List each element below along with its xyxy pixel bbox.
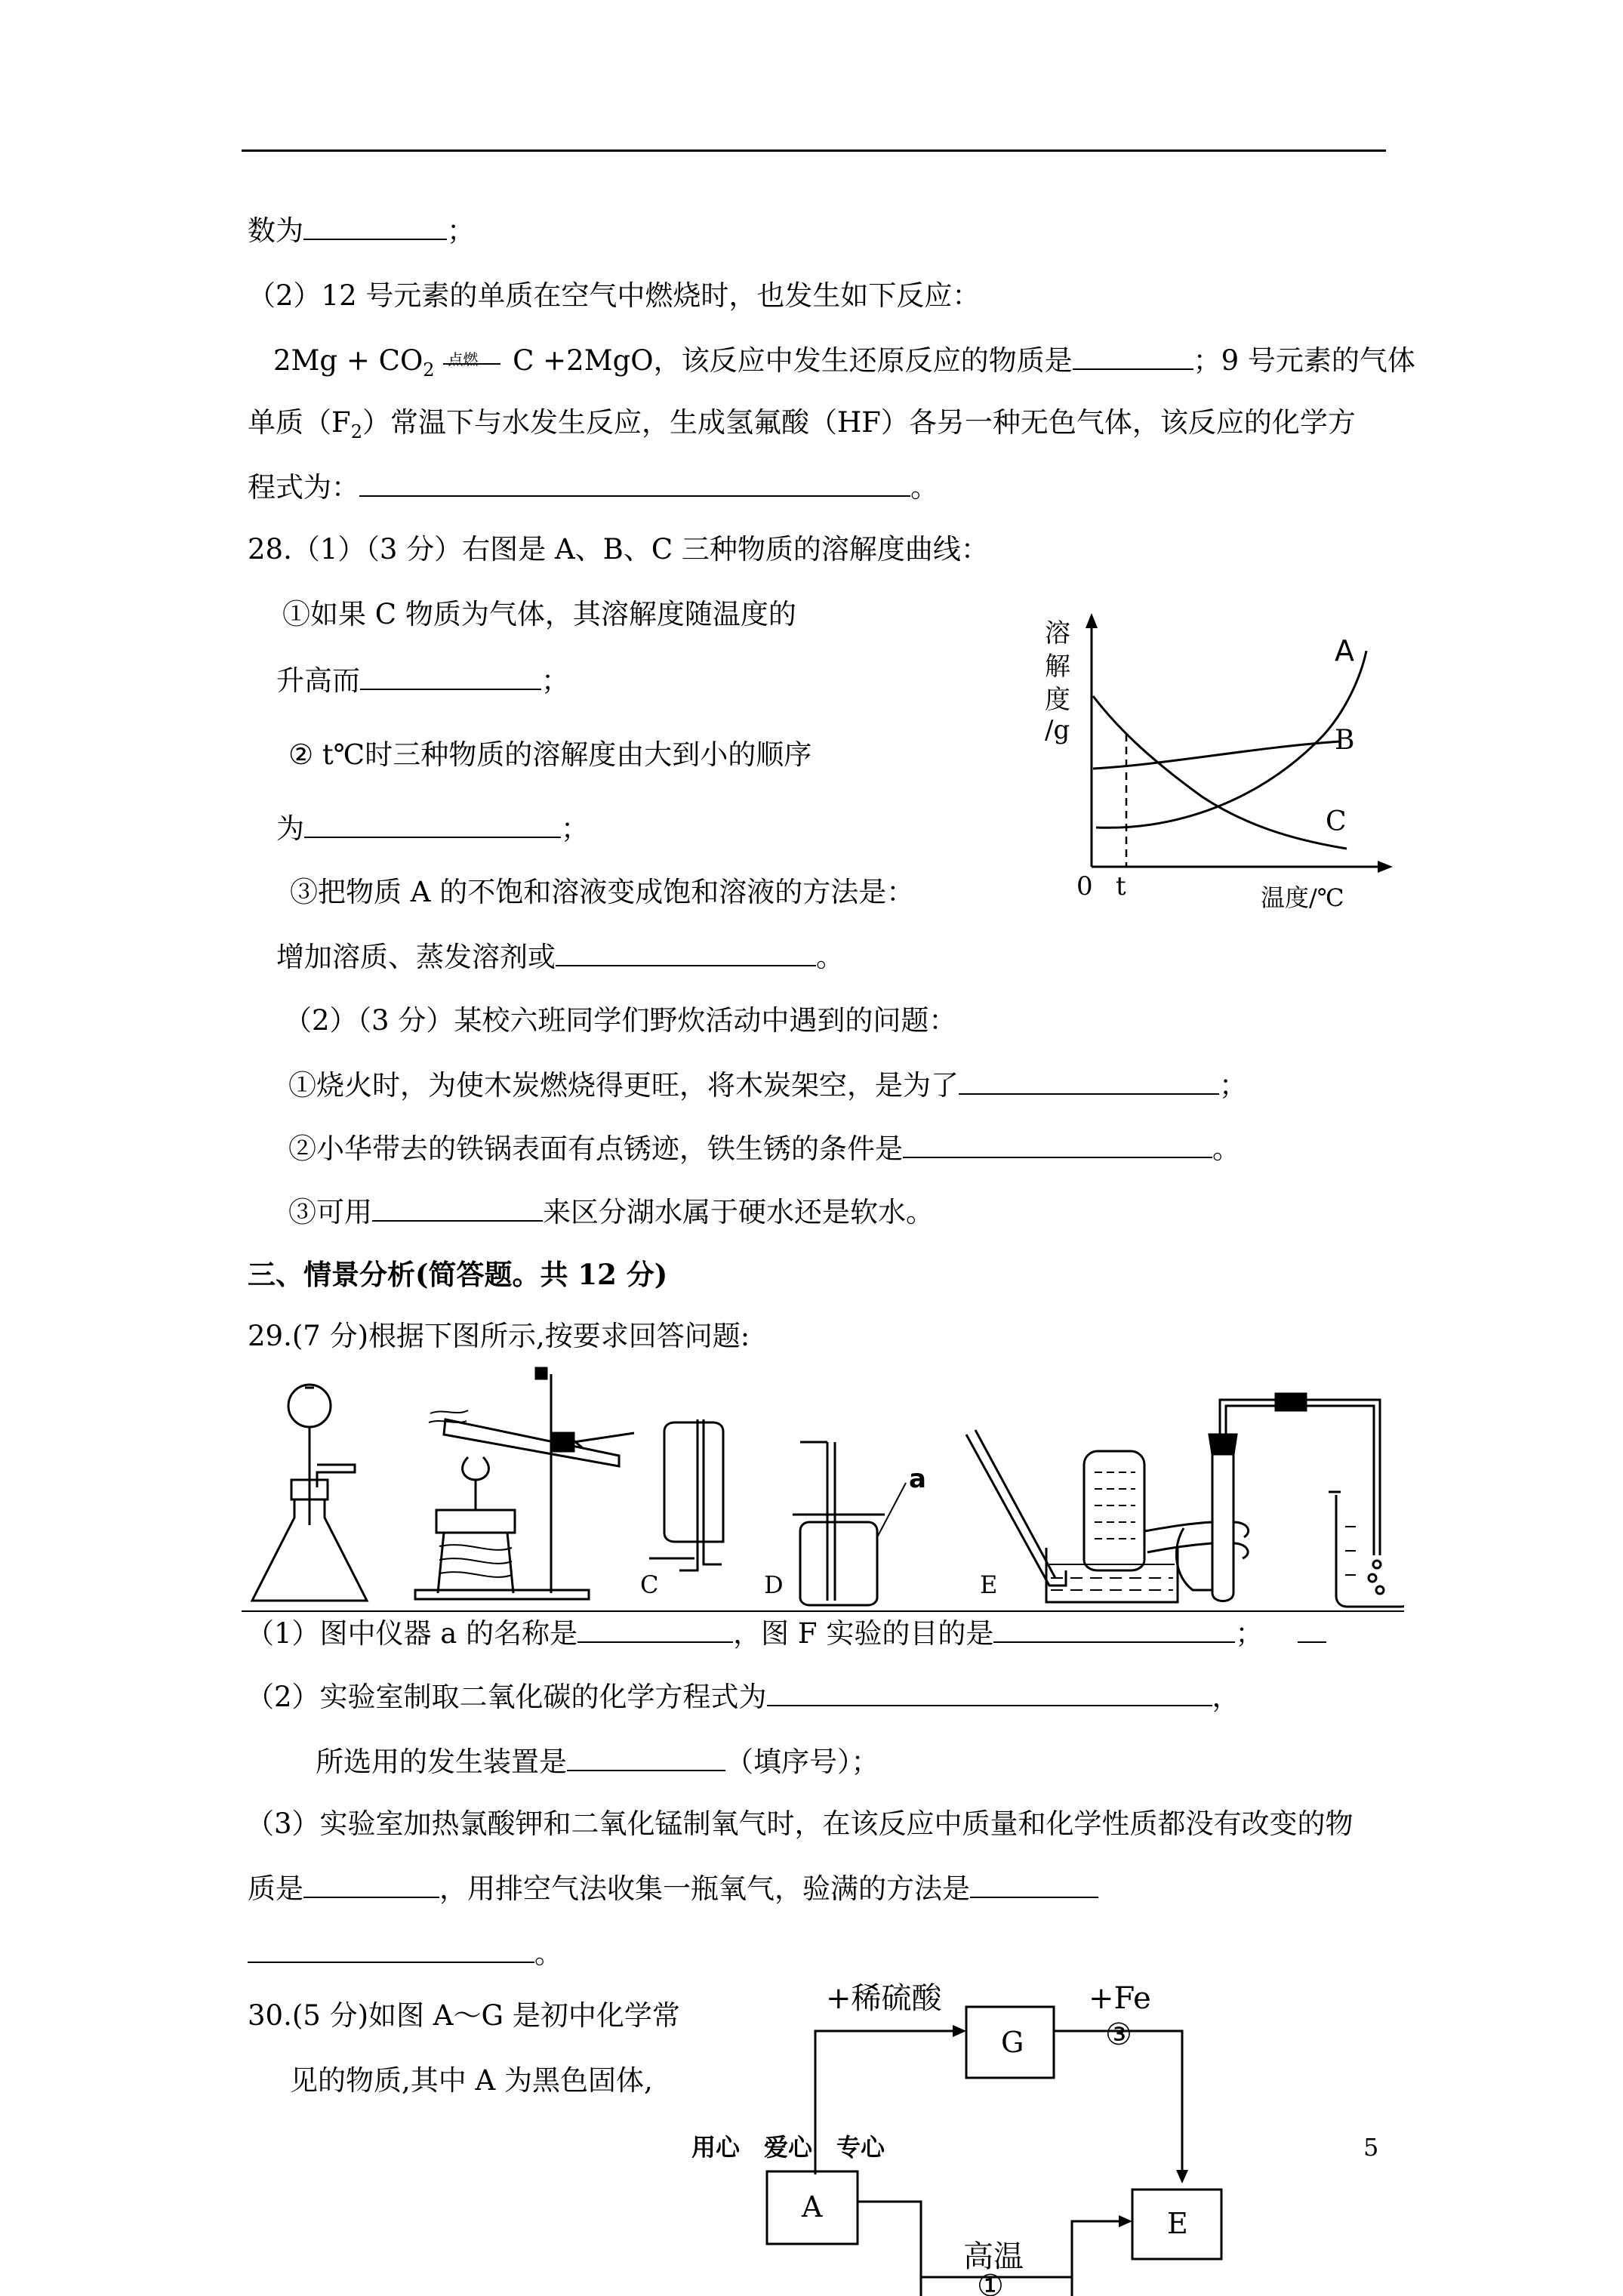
q29-part-3: （3）实验室加热氯酸钾和二氧化锰制氧气时，在该反应中质量和化学性质都没有改变的物 xyxy=(246,1808,1354,1840)
q28-title: 28.（1）（3 分）右图是 A、B、C 三种物质的溶解度曲线： xyxy=(248,533,989,566)
q28-part2-item-2: ②小华带去的铁锅表面有点锈迹，铁生锈的条件是 。 xyxy=(288,1130,1240,1167)
arrow-a-to-g-head xyxy=(953,2025,966,2037)
q28-item-1b: 升高而 ； xyxy=(276,661,569,699)
flow-label-hot: 高温 xyxy=(963,2239,1024,2274)
y-axis-arrow xyxy=(1086,613,1098,628)
arrow-g-to-e xyxy=(1054,2031,1182,2176)
curve-a-label: A xyxy=(1335,634,1354,667)
q28-item-2a: ② t℃时三种物质的溶解度由大到小的顺序 xyxy=(288,738,812,771)
apparatus-d-bottle xyxy=(793,1442,906,1605)
origin-label: 0 xyxy=(1076,871,1093,901)
box-a-label: A xyxy=(802,2190,823,2224)
q27-line-2: （2）12 号元素的单质在空气中燃烧时，也发生如下反应： xyxy=(248,279,981,312)
flow-label-1: ① xyxy=(977,2269,1004,2296)
answer-blank[interactable] xyxy=(993,1614,1235,1643)
q27-equation-line: $2Mg + CO_2$ 点燃 C +2MgO，该反应中发生还原反应的物质是 ；9 号元素的气体 xyxy=(273,341,1415,388)
answer-blank[interactable] xyxy=(959,1066,1219,1095)
curve-b-label: B xyxy=(1335,725,1355,756)
reaction-condition: 点燃 xyxy=(448,350,479,368)
q28-part2-title: （2）（3 分）某校六班同学们野炊活动中遇到的问题： xyxy=(284,1004,957,1037)
answer-blank[interactable] xyxy=(556,938,816,966)
reaction-arrow xyxy=(443,352,504,374)
answer-blank[interactable] xyxy=(577,1614,733,1643)
equation-reactants: 2Mg + CO xyxy=(273,344,423,377)
q30-line-1: 30.(5 分)如图 A～G 是初中化学常 xyxy=(248,1999,680,2032)
answer-blank[interactable] xyxy=(360,661,541,690)
q29-part-2: （2）实验室制取二氧化碳的化学方程式为 ， xyxy=(246,1678,1240,1715)
arrow-a-to-b xyxy=(858,2202,921,2296)
section-3-heading: 三、情景分析(简答题。共 12 分) xyxy=(248,1258,668,1291)
answer-blank[interactable] xyxy=(372,1193,543,1222)
header-rule xyxy=(242,149,1386,152)
apparatus-f-tube-beaker xyxy=(1144,1394,1404,1607)
answer-blank[interactable] xyxy=(303,211,447,240)
q27-line-5: 程式为： 。 xyxy=(248,468,938,506)
flow-label-fe: +Fe xyxy=(1089,1981,1151,2016)
label-c: C xyxy=(640,1570,659,1599)
arrow-to-e xyxy=(1072,2221,1125,2296)
arrow-to-e-head xyxy=(1119,2215,1132,2227)
q29-part-3b: 质是 ，用排空气法收集一瓶氧气，验满的方法是 xyxy=(248,1869,1098,1907)
q28-item-3b: 增加溶质、蒸发溶剂或 。 xyxy=(276,938,844,975)
answer-blank[interactable] xyxy=(567,1743,725,1771)
q29-title: 29.(7 分)根据下图所示,按要求回答问题: xyxy=(248,1320,750,1352)
answer-blank[interactable] xyxy=(903,1130,1212,1158)
q29-part-3c: 。 xyxy=(248,1934,562,1972)
q28-item-2b: 为 ； xyxy=(276,809,589,847)
t-label: t xyxy=(1116,871,1126,901)
q27-line-4: 单质$(F_2)$常温下与水发生反应，生成氢氟酸（HF）各另一种无色气体，该反应的化学方 xyxy=(248,406,1356,442)
label-d: D xyxy=(764,1570,784,1599)
box-e-label: E xyxy=(1167,2207,1188,2240)
label-a: a xyxy=(909,1464,926,1494)
answer-blank[interactable] xyxy=(304,809,561,838)
x-axis-arrow xyxy=(1378,861,1393,873)
box-g-label: G xyxy=(1001,2026,1024,2059)
flow-label-acid: +稀硫酸 xyxy=(826,1981,942,2016)
apparatus-e-trough xyxy=(966,1430,1178,1602)
y-axis-label: 溶解度/g xyxy=(1045,618,1070,745)
curve-a xyxy=(1096,651,1366,827)
q28-part2-item-3: ③可用 来区分湖水属于硬水还是软水。 xyxy=(288,1193,934,1231)
apparatus-c-bottle xyxy=(649,1419,723,1570)
apparatus-figure xyxy=(242,1367,1404,1616)
q28-item-3a: ③把物质 A 的不饱和溶液变成饱和溶液的方法是： xyxy=(290,876,915,908)
answer-blank[interactable] xyxy=(767,1678,1212,1706)
q30-line-2: 见的物质,其中 A 为黑色固体, xyxy=(290,2064,653,2097)
q28-part2-item-1: ①烧火时，为使木炭燃烧得更旺，将木炭架空，是为了 ； xyxy=(288,1066,1247,1104)
x-axis-label: 温度/℃ xyxy=(1261,883,1344,912)
apparatus-b-heating xyxy=(415,1368,634,1599)
answer-blank[interactable] xyxy=(1073,341,1193,370)
q29-part-2b: 所选用的发生装置是 （填序号）； xyxy=(316,1743,879,1780)
apparatus-a-flask xyxy=(252,1385,367,1601)
flow-label-3: ③ xyxy=(1105,2017,1132,2052)
answer-blank[interactable] xyxy=(359,468,910,497)
solubility-curve-graph xyxy=(1034,604,1397,921)
arrow-g-to-e-head xyxy=(1176,2170,1188,2184)
curve-c-label: C xyxy=(1326,806,1347,837)
answer-blank[interactable] xyxy=(303,1869,439,1898)
q28-item-1a: ①如果 C 物质为气体，其溶解度随温度的 xyxy=(282,598,796,630)
q29-part-1: （1）图中仪器 a 的名称是 ，图 F 实验的目的是 ； xyxy=(246,1614,1326,1652)
q27-line-1: 数为 ； xyxy=(248,211,475,249)
answer-blank[interactable] xyxy=(970,1869,1098,1898)
answer-blank[interactable] xyxy=(248,1934,534,1963)
page-number: 5 xyxy=(1363,2133,1379,2162)
label-e: E xyxy=(980,1570,998,1599)
answer-blank[interactable] xyxy=(1298,1614,1326,1643)
footer-motto: 用心 爱心 专心 xyxy=(691,2133,885,2162)
equation-products: C +2MgO xyxy=(513,344,654,377)
